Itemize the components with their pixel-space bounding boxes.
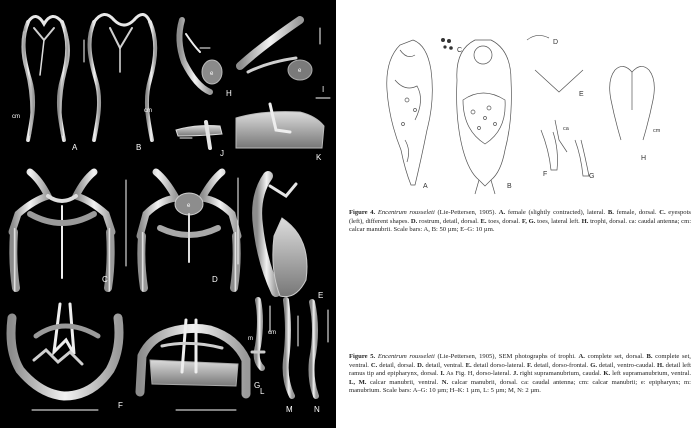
fig4-text-d: rostrum, detail, dorsal. [419, 217, 479, 225]
sem-panel-a [22, 16, 84, 140]
sem-panel-n [312, 302, 329, 396]
fig5-text-j: right supramanubrium, caudal. [519, 370, 602, 378]
sem-label-f: F [118, 401, 123, 410]
sem-label-b: B [136, 143, 142, 152]
fig4-species-name: Encentrum rousseleti [377, 209, 435, 216]
sem-label-a: A [72, 143, 78, 152]
fig4-key-fg: F, G. [521, 217, 536, 225]
sem-plate-graphics [0, 0, 336, 428]
fig4-key-e: E. [480, 217, 487, 225]
sem-label-m: M [286, 405, 293, 414]
sem-m-label-l: m [248, 336, 253, 342]
fig4-text-b: female, dorsal. [616, 209, 657, 216]
fig5-text-e: detail dorso-lateral. [473, 361, 526, 369]
fig4-text-c: eyespots (left), different shapes. [349, 209, 691, 225]
sem-label-i: I [322, 85, 325, 94]
sem-label-l: L [260, 387, 265, 396]
sem-panel-c [12, 172, 126, 288]
sem-panel-k [236, 98, 330, 148]
fig5-key-k: K. [603, 370, 611, 378]
drawing-cm-label: cm [653, 128, 661, 134]
figure5-caption [349, 353, 691, 396]
fig5-caption-label: Figure 5. [349, 353, 376, 360]
drawing-panel-g [575, 140, 589, 176]
fig5-text-a: complete set, dorsal. [587, 353, 644, 360]
fig5-text-f: detail, dorso-frontal. [534, 361, 589, 369]
fig5-text-g: detail, ventro-caudal. [598, 361, 656, 369]
drawing-label-a: A [423, 183, 428, 190]
fig4-key-c: C. [659, 209, 666, 216]
fig5-key-e: E. [465, 361, 472, 369]
drawing-panel-d [527, 35, 549, 40]
fig4-text-h: trophi, dorsal. ca: caudal antenna; cm: calcar manubrii. Scale bars: A, B: 50 µm; E–G: 10 µm. [349, 217, 692, 234]
sem-panel-e [238, 176, 307, 297]
sem-panel-h [179, 20, 222, 92]
sem-panel-m [286, 300, 298, 396]
fig4-text-a: female (slightly contracted), lateral. [507, 209, 606, 216]
drawing-label-c: C [457, 47, 463, 54]
sem-label-h: H [226, 89, 232, 98]
fig5-key-f: F. [527, 361, 533, 369]
sem-panel-j [176, 122, 222, 148]
fig4-text-fg: toes, lateral left. [537, 217, 580, 225]
fig5-key-j: J. [513, 370, 518, 378]
sem-label-d: D [212, 275, 218, 284]
fig4-text-e: toes, dorsal. [488, 217, 521, 225]
sem-label-k: K [316, 153, 322, 162]
sem-panel-b [90, 14, 156, 140]
fig5-text-n: calcar manubrii, dorsal. ca: caudal antenna; cm: calcar manubrii; e: epipharynx; m: manubrium. Scale bars: A–G: 10 µm; H–K: 1 µm, L: 5 µm; M, N: 2 µm. [349, 378, 691, 395]
fig4-key-b: B. [607, 209, 614, 216]
sem-label-e: E [318, 291, 324, 300]
fig5-key-g: G. [590, 361, 597, 369]
fig5-key-i: I. [440, 370, 445, 378]
sem-label-j: J [220, 149, 224, 158]
fig5-text-d: detail, ventral. [425, 361, 464, 369]
figure4-drawing [345, 0, 700, 200]
fig4-authority: (Lie-Pettersen, 1905). [437, 209, 497, 216]
fig5-species-name: Encentrum rousseleti [377, 353, 435, 360]
drawing-panel-b [457, 40, 512, 194]
fig4-caption-label: Figure 4. [349, 209, 376, 216]
sem-panel-g [140, 320, 246, 410]
fig5-key-lm: L, M. [349, 378, 367, 386]
fig5-key-h: H. [656, 361, 664, 369]
drawing-label-f: F [543, 171, 548, 178]
fig4-drawing-graphics [345, 0, 700, 200]
fig5-text-i: As Fig. H, dorso-lateral. [446, 370, 512, 378]
fig5-text-lm: calcar manubrii, ventral. [369, 378, 439, 386]
fig5-text-b: complete set, ventral. [349, 353, 691, 369]
fig5-text-c: detail, dorsal. [379, 361, 416, 369]
sem-e-label-i: e [298, 68, 302, 74]
drawing-label-g: G [589, 173, 595, 180]
fig4-key-d: D. [410, 217, 418, 225]
sem-label-c: C [102, 275, 108, 284]
sem-e-label-d: e [187, 203, 191, 209]
drawing-label-h: H [641, 155, 647, 162]
fig4-key-h: H. [581, 217, 589, 225]
sem-panel-i [240, 20, 320, 80]
sem-panel-f [11, 304, 119, 410]
fig5-text-k: left supramanubrium, ventral. [612, 370, 691, 378]
drawing-ca-label: ca [563, 126, 569, 132]
fig5-text-h: detail left ramus tip and epipharynx, dorsal. [349, 361, 691, 378]
fig5-key-n: N. [441, 378, 449, 386]
sem-cm-label-b: cm [144, 108, 152, 114]
drawing-label-d: D [553, 39, 559, 46]
drawing-panel-h [610, 66, 655, 140]
drawing-panel-c [441, 38, 453, 50]
fig4-key-a: A. [498, 209, 506, 216]
drawing-label-b: B [507, 183, 512, 190]
drawing-label-e: E [579, 91, 584, 98]
sem-cm-label-a: cm [12, 114, 20, 120]
sem-cm-label-l: cm [268, 330, 276, 336]
fig5-authority: (Lie-Pettersen, 1905), SEM photographs of trophi. [437, 353, 576, 360]
fig5-key-d: D. [417, 361, 424, 369]
fig5-key-c: C. [370, 361, 378, 369]
sem-e-label-h: e [210, 71, 214, 77]
figure4-caption [349, 209, 691, 235]
sem-label-g: G [254, 381, 261, 390]
figure5-sem-plate [0, 0, 336, 428]
fig5-key-a: A. [578, 353, 585, 360]
drawing-panel-e [535, 70, 583, 92]
fig5-key-b: B. [646, 353, 653, 360]
sem-label-n: N [314, 405, 320, 414]
drawing-panel-a [387, 40, 433, 185]
sem-panel-d [140, 172, 238, 288]
